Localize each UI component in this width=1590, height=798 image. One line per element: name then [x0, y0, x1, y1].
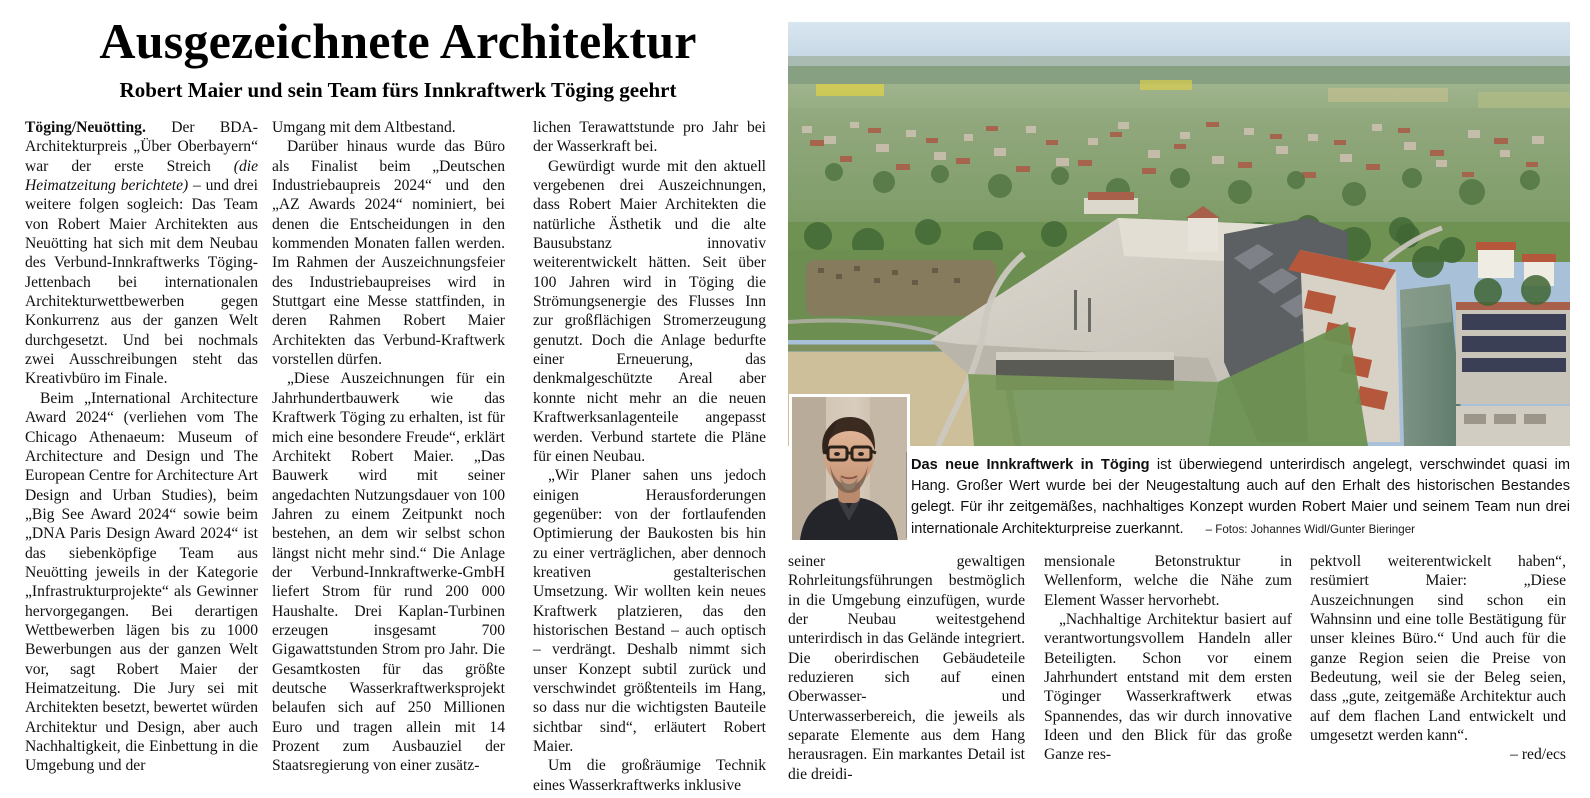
caption-body: ist überwiegend unterirdisch angelegt, verschwindet quasi im Hang. Großer Wert wurde bei der Neugestaltung auch auf den Erhalt des historischen Bestandes gelegt. Für ihr zeitgemäßes, nachhaltiges Konzept wurden Robert Maier und seinem Team nun drei internationale Architekturpreise zuerkannt.	[911, 457, 1570, 537]
paragraph: pektvoll weiterentwickelt haben“, resümiert Maier: „Diese Auszeichnungen sind schon ein Wahnsinn und eine tolle Bestätigung für unser kleines Büro.“ Und auch für die ganze Region seien die Preise von Bedeutung, weil sie der Beleg seien, dass „gute, zeitgemäße Architektur auch auf dem flachen Land entwickelt und umgesetzt werden kann“.	[1310, 553, 1566, 745]
page-title: Ausgezeichnete Architektur	[99, 13, 697, 69]
paragraph-text: Der BDA-Architekturpreis „Über Oberbayern“ war der erste Streich	[25, 119, 258, 175]
subheadline: Robert Maier und sein Team fürs Innkraftwerk Töging geehrt	[119, 78, 677, 102]
paragraph-italic: (die Heimatzeitung berichtete)	[25, 157, 258, 195]
paragraph: Um die großräumige Technik eines Wasserkraftwerks inklusive	[533, 757, 766, 794]
portrait-graphic	[792, 397, 907, 540]
article-column-5	[1044, 552, 1292, 765]
paragraph: „Diese Auszeichnungen für ein Jahrhundertbauwerk wie das Kraftwerk Töging zu erhalten, ist für mich eine besondere Freude“, erklärt Architekt Robert Maier. „Das Bauwerk wird mit seiner angedachten Nutzungsdauer von 100 Jahren zu einem Zeitpunkt noch bestehen, an dem wir selbst schon längst nicht mehr sind.“ Die Anlage der Verbund-Innkraftwerke-GmbH liefert Strom für rund 200 000 Haushalte. Drei Kaplan-Turbinen erzeugen insgesamt 700 Gigawattstunden Strom pro Jahr. Die Gesamtkosten für das größte deutsche Wasserkraftwerksprojekt belaufen sich auf 250 Millionen Euro und tragen allein mit 14 Prozent zum Ausbauziel der Staatsregierung von einer zusätz-	[272, 370, 505, 775]
paragraph	[25, 118, 258, 389]
paragraph: Umgang mit dem Altbestand.	[272, 119, 456, 136]
paragraph: Beim „International Architecture Award 2024“ (verliehen vom The Chicago Athenaeum: Museum of Architecture and Design und The European Centre for Architecture Art Design and Urban Studies), beim „Big See Award 2024“ sowie beim „DNA Paris Design Award 2024“ ist das siebenköpfige Team aus Neuötting jeweils in der Kategorie „Infrastrukturprojekte“ als Gewinner hervorgegangen. Bei derartigen Wettbewerben lägen bis zu 1000 Bewerbungen aus der ganzen Welt vor, sagt Robert Maier der Heimatzeitung. Die Jury sei mit Architekten besetzt, bewertet würden Architektur und Design, aber auch Nachhaltigkeit, die Einbettung in die Umgebung und der	[25, 389, 258, 775]
article-column-3	[533, 118, 766, 795]
article-column-2	[272, 118, 505, 776]
paragraph: Gewürdigt wurde mit den aktuell vergebenen drei Auszeichnungen, dass Robert Maier Architekten die natürliche Ästhetik und die alte Bausubstanz innovativ weiterentwickelt hätten. Seit über 100 Jahren wird in Töging die Strömungsenergie des Flusses Inn zur großflächigen Stromerzeugung genutzt. Doch die Anlage bedurfte einer Erneuerung, das denkmalgeschützte Areal aber konnte nicht mehr an die neuen Kraftwerksanlagenteile angepasst werden. Verbund startete die Pläne für einen Neubau.	[533, 157, 766, 465]
portrait-robert-maier	[789, 394, 910, 543]
caption-lead: Das neue Innkraftwerk in Töging	[911, 457, 1150, 473]
aerial-photo-graphic	[788, 22, 1570, 446]
photo-credit: – Fotos: Johannes Widl/Gunter Bieringer	[1205, 522, 1416, 536]
article-column-6	[1310, 552, 1566, 765]
paragraph: Darüber hinaus wurde das Büro als Finalist beim „Deutschen Industriebaupreis 2024“ und den „AZ Awards 2024“ nominiert, bei denen die Entscheidungen in den kommenden Monaten fallen werden. Im Rahmen der Auszeichnungsfeier des Industriebaupreises wird in Stuttgart eine Messe stattfinden, in deren Rahmen Robert Maier Architekten das Verbund-Kraftwerk vorstellen dürfen.	[272, 138, 505, 369]
byline-signoff: – red/ecs	[1510, 746, 1566, 764]
paragraph: seiner gewaltigen Rohrleitungsführungen bestmöglich in die Umgebung einzufügen, wurde der Neubau weitestgehend unterirdisch in das Gelände integriert. Die oberirdischen Gebäudeteile reduzieren sich auf einen Oberwasser- und Unterwasserbereich, die jeweils als separate Elemente aus dem Hang herausragen. Ein markantes Detail ist die dreidi-	[788, 553, 1025, 783]
paragraph: mensionale Betonstruktur in Wellenform, welche die Nähe zum Element Wasser hervorhebt.	[1044, 553, 1292, 609]
article-column-4	[788, 552, 1025, 784]
caption-divider	[906, 452, 907, 538]
aerial-photo-innkraftwerk	[788, 22, 1570, 446]
article-column-1	[25, 118, 258, 776]
paragraph-text: – und drei weitere folgen sogleich: Das Team von Robert Maier Architekten aus Neuötting hat sich mit dem Neubau des Verbund-Innkraftwerks Töging-Jettenbach bei internationalen Architekturwettbewerben gegen Konkurrenz aus der ganzen Welt durchgesetzt. Und bei nochmals zwei Ausschreibungen steht das Kreativbüro im Finale.	[25, 177, 258, 388]
paragraph: „Wir Planer sahen uns jedoch einigen Herausforderungen gegenüber: von der fortlaufenden Optimierung der Baukosten bis hin zu einer verträglichen, aber dennoch kreativen gestalterischen Umsetzung. Wir wollten kein neues Kraftwerk platzieren, das den historischen Bestand – auch optisch – verdrängt. Deshalb nimmt sich unser Konzept subtil zurück und verschwindet größtenteils im Hang, so dass nur die wichtigsten Bauteile sichtbar sind“, erläutert Robert Maier.	[533, 467, 766, 755]
dateline: Töging/Neuötting.	[25, 119, 146, 136]
paragraph: „Nachhaltige Architektur basiert auf verantwortungsvollem Handeln aller Beteiligten. Schon vor einem Jahrhundert entstand mit dem ersten Töginger Wasserkraftwerk etwas Spannendes, das wir durch innovative Ideen und den Blick für das große Ganze res-	[1044, 611, 1292, 764]
photo-caption	[911, 455, 1570, 540]
paragraph: lichen Terawattstunde pro Jahr bei der Wasserkraft bei.	[533, 119, 766, 156]
